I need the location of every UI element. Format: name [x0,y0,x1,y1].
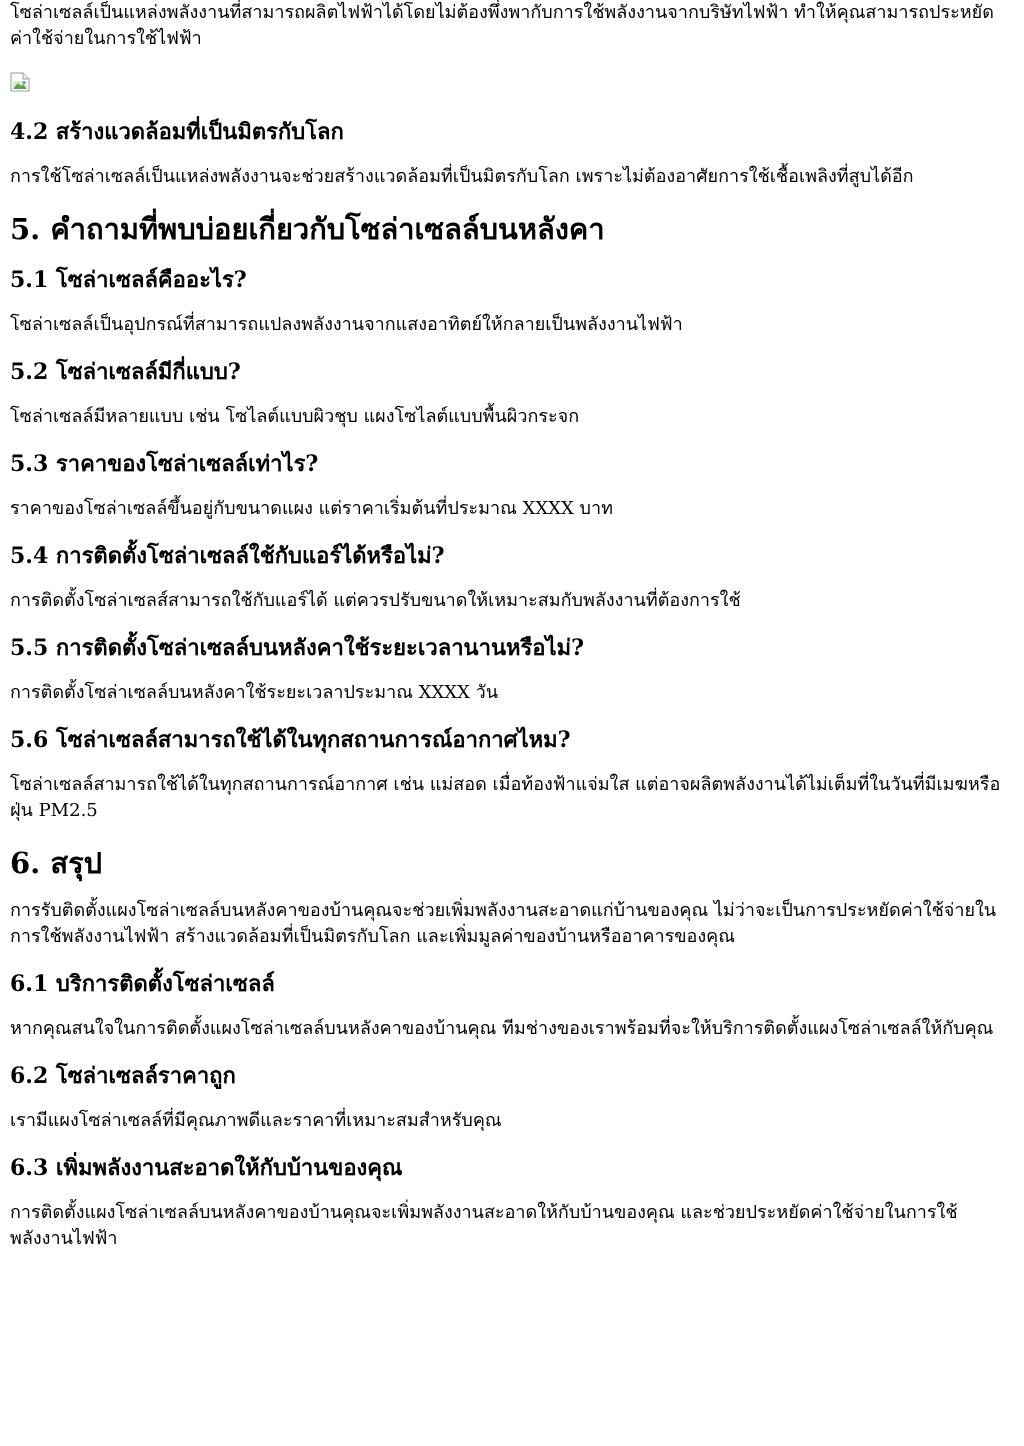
section-5-heading: 5. คำถามที่พบบ่อยเกี่ยวกับโซล่าเซลล์บนหลังคา [10,212,605,246]
faq-answer: การติดตั้งโซล่าเซลล์บนหลังคาใช้ระยะเวลาประมาณ XXXX วัน [10,682,499,703]
faq-question: 5.6 โซล่าเซลล์สามารถใช้ได้ในทุกสถานการณ์อากาศไหม? [10,727,571,753]
faq-question: 5.4 การติดตั้งโซล่าเซลล์ใช้กับแอร์ได้หรือไม่? [10,543,445,569]
intro-paragraph: โซล่าเซลล์เป็นแหล่งพลังงานที่สามารถผลิตไฟฟ้าได้โดยไม่ต้องพึ่งพากับการใช้พลังงานจากบริษัทไฟฟ้า ทำให้คุณสามารถประหยัดค่าใช้จ่ายในการใช้ไฟฟ้า [10,2,994,49]
subsection-heading: 6.3 เพิ่มพลังงานสะอาดให้กับบ้านของคุณ [10,1155,403,1181]
faq-question: 5.5 การติดตั้งโซล่าเซลล์บนหลังคาใช้ระยะเวลานานหรือไม่? [10,635,584,661]
faq-answer: โซล่าเซลล์มีหลายแบบ เช่น โซไลต์แบบผิวชุบ แผงโซไลต์แบบพื้นผิวกระจก [10,406,580,427]
faq-answer: ราคาของโซล่าเซลล์ขึ้นอยู่กับขนาดแผง แต่ราคาเริ่มต้นที่ประมาณ XXXX บาท [10,498,613,519]
section-4-2-paragraph: การใช้โซล่าเซลล์เป็นแหล่งพลังงานจะช่วยสร้างแวดล้อมที่เป็นมิตรกับโลก เพราะไม่ต้องอาศัยการใช้เชื้อเพลิงที่สูบได้อีก [10,166,914,187]
section-4-2-heading: 4.2 สร้างแวดล้อมที่เป็นมิตรกับโลก [10,119,344,145]
section-6-paragraph: การรับติดตั้งแผงโซล่าเซลล์บนหลังคาของบ้านคุณจะช่วยเพิ่มพลังงานสะอาดแก่บ้านของคุณ ไม่ว่าจะเป็นการประหยัดค่าใช้จ่ายในการใช้พลังงานไฟฟ้า สร้างแวดล้อมที่เป็นมิตรกับโลก และเพิ่มมูลค่าของบ้านหรืออาคารของคุณ [10,900,997,947]
faq-answer: โซล่าเซลล์เป็นอุปกรณ์ที่สามารถแปลงพลังงานจากแสงอาทิตย์ให้กลายเป็นพลังงานไฟฟ้า [10,314,683,335]
faq-question: 5.2 โซล่าเซลล์มีกี่แบบ? [10,359,241,385]
section-6-heading: 6. สรุป [10,846,103,880]
broken-image-icon [10,72,30,92]
faq-answer: การติดตั้งโซล่าเซลส์สามารถใช้กับแอร์ได้ แต่ควรปรับขนาดให้เหมาะสมกับพลังงานที่ต้องการใช้ [10,590,741,611]
subsection-heading: 6.2 โซล่าเซลล์ราคาถูก [10,1063,236,1089]
faq-question: 5.1 โซล่าเซลล์คืออะไร? [10,267,247,293]
subsection-paragraph: หากคุณสนใจในการติดตั้งแผงโซล่าเซลล์บนหลังคาของบ้านคุณ ทีมช่างของเราพร้อมที่จะให้บริการติดตั้งแผงโซล่าเซลล์ให้กับคุณ [10,1018,994,1039]
subsection-paragraph: การติดตั้งแผงโซล่าเซลล์บนหลังคาของบ้านคุณจะเพิ่มพลังงานสะอาดให้กับบ้านของคุณ และช่วยประหยัดค่าใช้จ่ายในการใช้พลังงานไฟฟ้า [10,1202,958,1249]
faq-question: 5.3 ราคาของโซล่าเซลล์เท่าไร? [10,451,319,477]
faq-answer: โซล่าเซลล์สามารถใช้ได้ในทุกสถานการณ์อากาศ เช่น แม่สอด เมื่อท้องฟ้าแจ่มใส แต่อาจผลิตพลังงานได้ไม่เต็มที่ในวันที่มีเมฆหรือฝุ่น PM2.5 [10,774,1001,821]
subsection-heading: 6.1 บริการติดตั้งโซล่าเซลล์ [10,971,275,997]
subsection-paragraph: เรามีแผงโซล่าเซลล์ที่มีคุณภาพดีและราคาที่เหมาะสมสำหรับคุณ [10,1110,502,1131]
